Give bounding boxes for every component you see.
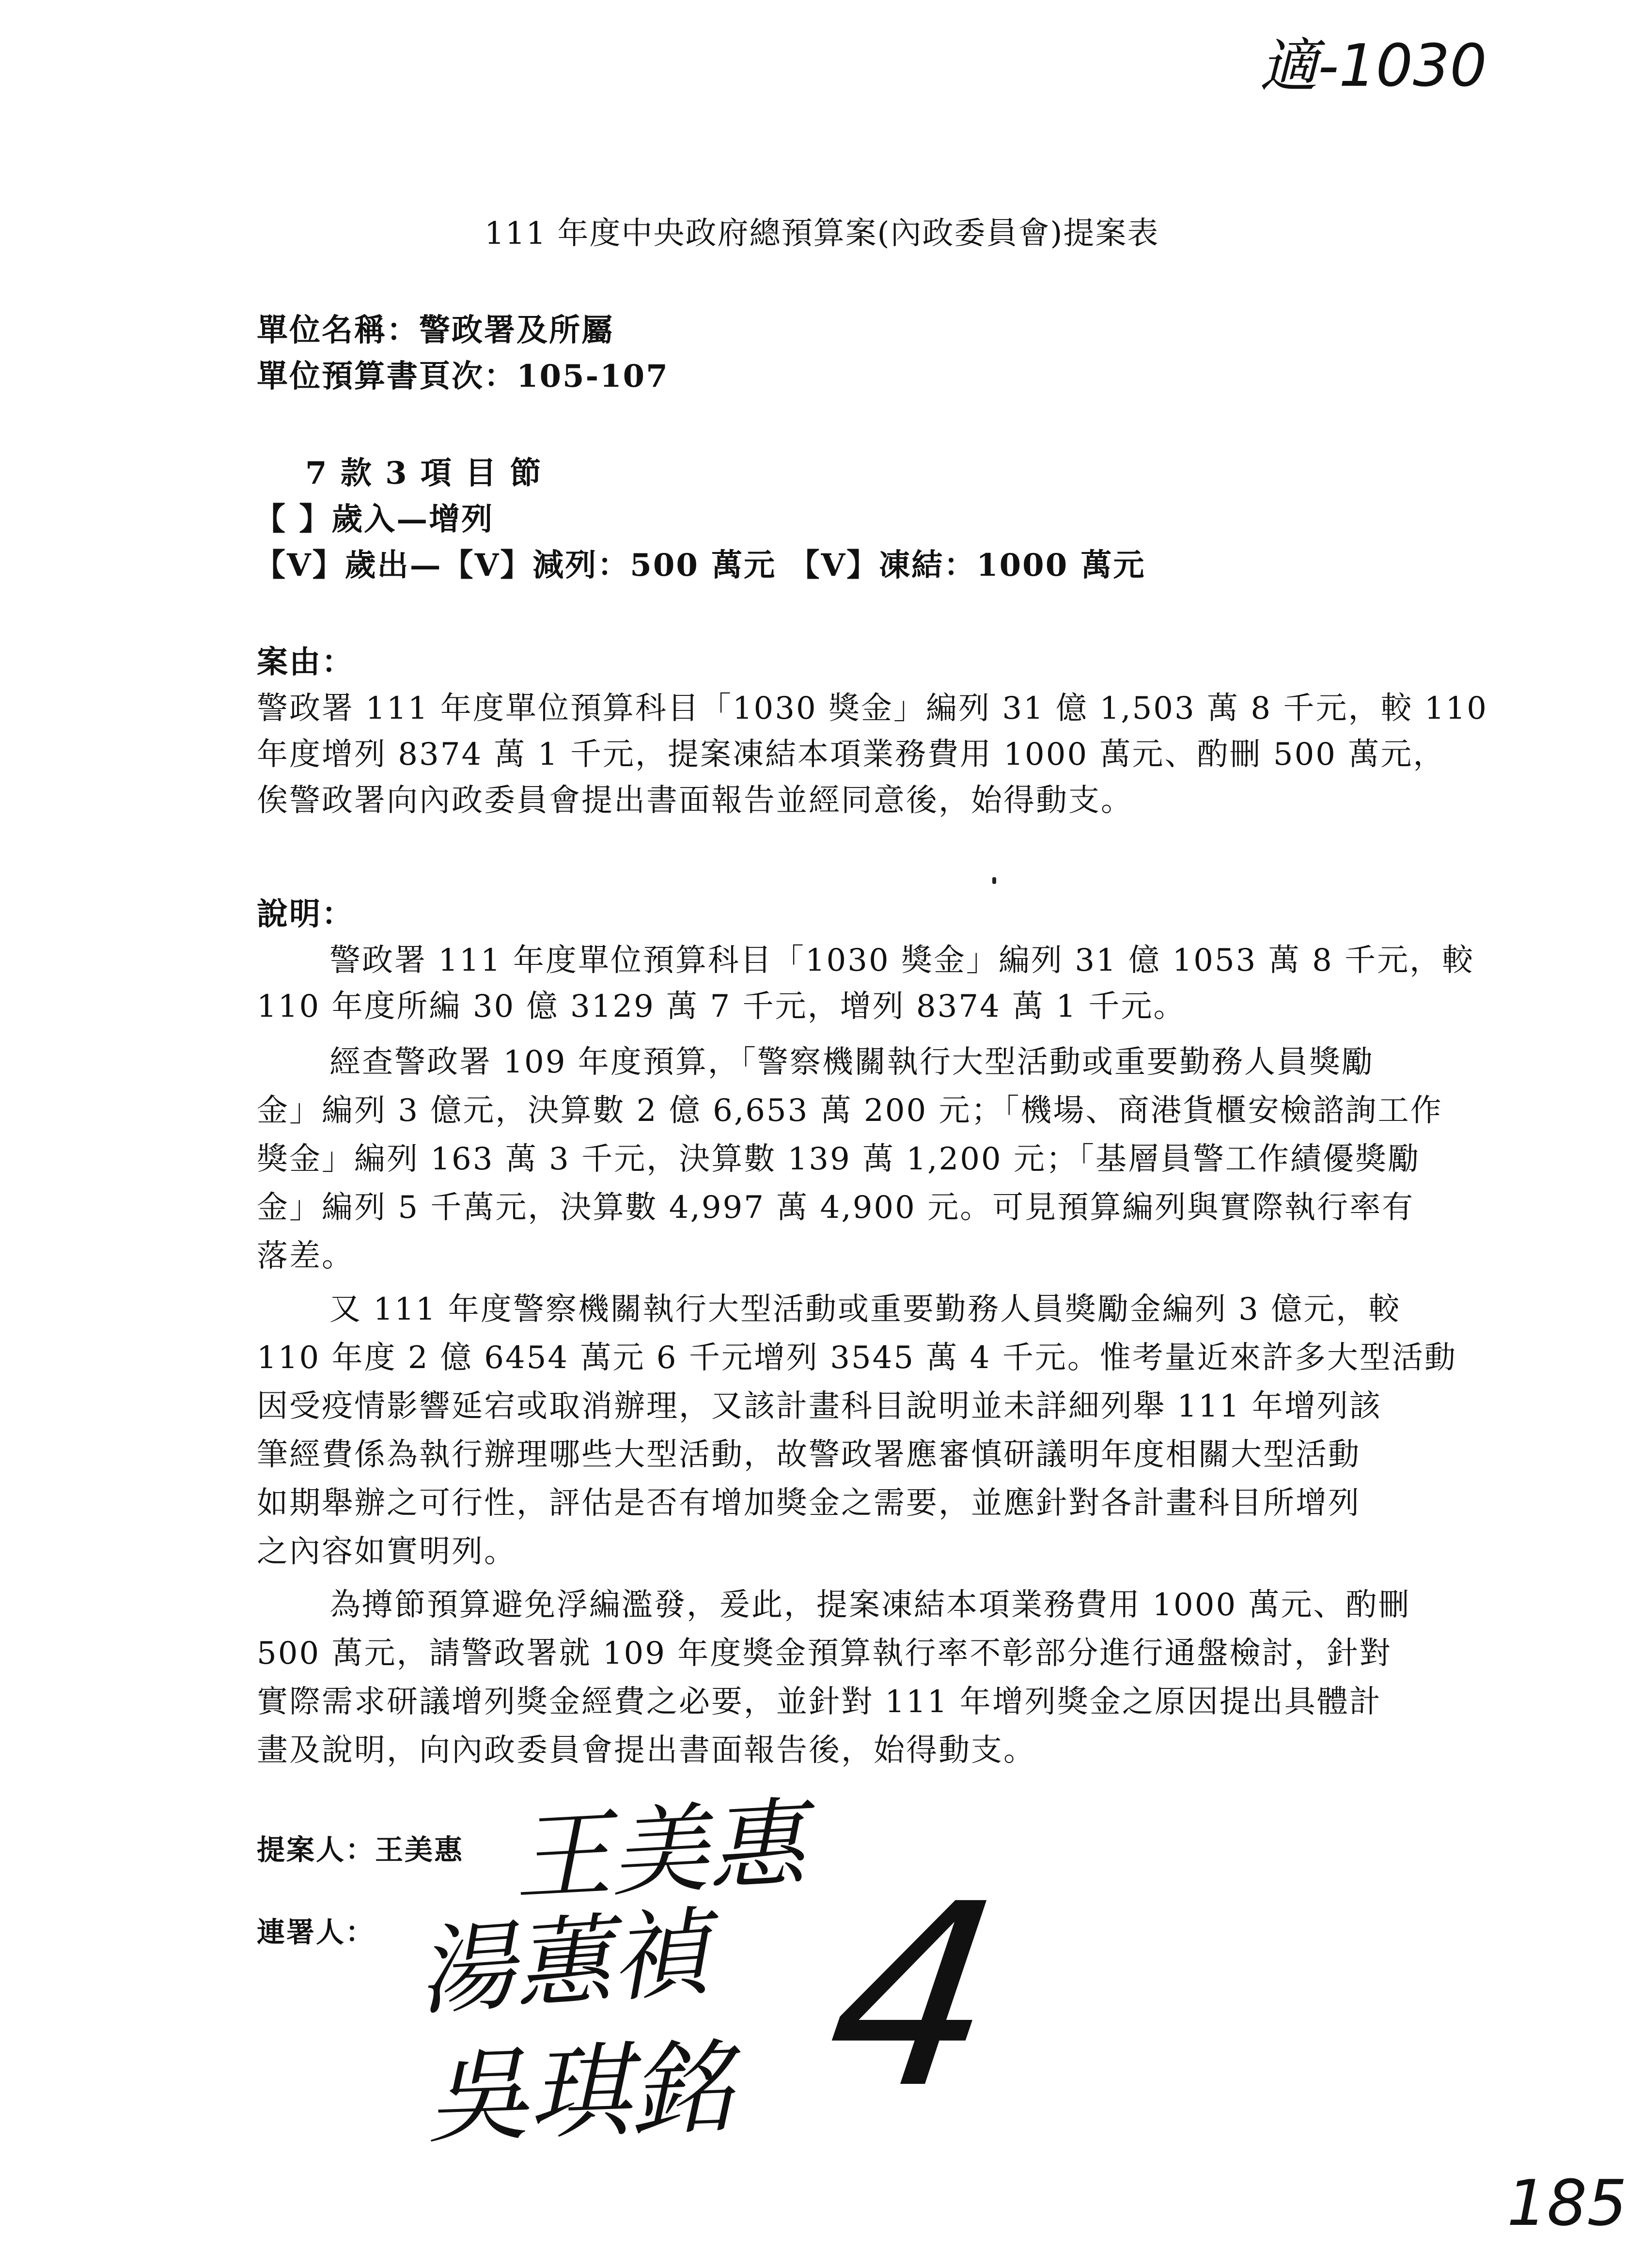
cosigner-signature-2: 吳琪銘 bbox=[424, 2028, 734, 2158]
explanation-line: 如期舉辦之可行性，評估是否有增加獎金之需要，並應針對各計畫科目所增列 bbox=[257, 1485, 1361, 1521]
proposer-label: 提案人：王美惠 bbox=[257, 1833, 464, 1866]
explanation-heading: 說明： bbox=[257, 896, 354, 932]
page-title: 111 年度中央政府總預算案(內政委員會)提案表 bbox=[485, 216, 1159, 252]
explanation-line: 獎金」編列 163 萬 3 千元，決算數 139 萬 1,200 元；「基層員警工作績優獎勵 bbox=[257, 1141, 1420, 1177]
page-number: 185 bbox=[1507, 2166, 1627, 2240]
explanation-line: 為撙節預算避免浮編濫發，爰此，提案凍結本項業務費用 1000 萬元、酌刪 bbox=[329, 1587, 1411, 1623]
reason-line: 年度增列 8374 萬 1 千元，提案凍結本項業務費用 1000 萬元、酌刪 500 萬元， bbox=[257, 737, 1446, 772]
budget-pages: 單位預算書頁次：105-107 bbox=[257, 358, 669, 394]
reason-line: 俟警政署向內政委員會提出書面報告並經同意後，始得動支。 bbox=[257, 783, 1133, 819]
expense-line: 【V】歲出—【V】減列：500 萬元 【V】凍結：1000 萬元 bbox=[254, 547, 1146, 583]
reason-heading: 案由： bbox=[257, 644, 354, 680]
revenue-line: 【 】歲入—增列 bbox=[254, 501, 494, 537]
explanation-line: 500 萬元，請警政署就 109 年度獎金預算執行率不彰部分進行通盤檢討，針對 bbox=[257, 1636, 1392, 1671]
scan-speck bbox=[992, 877, 996, 884]
explanation-line: 筆經費係為執行辦理哪些大型活動，故警政署應審慎研議明年度相關大型活動 bbox=[257, 1437, 1361, 1473]
explanation-line: 落差。 bbox=[257, 1238, 354, 1274]
explanation-line: 之內容如實明列。 bbox=[257, 1534, 516, 1570]
corner-note: 適-1030 bbox=[1260, 32, 1487, 100]
cosigner-signature-1: 湯蕙禎 bbox=[413, 1896, 712, 2030]
explanation-line: 因受疫情影響延宕或取消辦理，又該計畫科目說明並未詳細列舉 111 年增列該 bbox=[257, 1388, 1382, 1424]
explanation-line: 又 111 年度警察機關執行大型活動或重要勤務人員獎勵金編列 3 億元，較 bbox=[329, 1292, 1401, 1327]
kuan-xiang-line: 7 款 3 項 目 節 bbox=[305, 455, 543, 491]
proposer-signature: 王美惠 bbox=[511, 1787, 808, 1916]
explanation-line: 金」編列 3 億元，決算數 2 億 6,653 萬 200 元；「機場、商港貨櫃安檢諮詢工作 bbox=[257, 1093, 1443, 1129]
explanation-line: 畫及說明，向內政委員會提出書面報告後，始得動支。 bbox=[257, 1732, 1036, 1768]
unit-name: 單位名稱：警政署及所屬 bbox=[257, 312, 614, 348]
explanation-line: 警政署 111 年度單位預算科目「1030 獎金」編列 31 億 1053 萬 8 千元，較 bbox=[329, 943, 1475, 978]
explanation-line: 經查警政署 109 年度預算，「警察機關執行大型活動或重要勤務人員獎勵 bbox=[329, 1044, 1374, 1080]
explanation-line: 實際需求研議增列獎金經費之必要，並針對 111 年增列獎金之原因提出具體計 bbox=[257, 1684, 1382, 1720]
cosigner-label: 連署人： bbox=[257, 1916, 375, 1949]
handwritten-number: 4 bbox=[813, 1850, 1015, 2143]
explanation-line: 110 年度所編 30 億 3129 萬 7 千元，增列 8374 萬 1 千元。 bbox=[257, 989, 1186, 1024]
reason-line: 警政署 111 年度單位預算科目「1030 獎金」編列 31 億 1,503 萬 8 千元，較 110 bbox=[257, 691, 1488, 726]
explanation-line: 110 年度 2 億 6454 萬元 6 千元增列 3545 萬 4 千元。惟考量近來許多大型活動 bbox=[257, 1340, 1457, 1376]
explanation-line: 金」編列 5 千萬元，決算數 4,997 萬 4,900 元。可見預算編列與實際執行率有 bbox=[257, 1190, 1415, 1226]
